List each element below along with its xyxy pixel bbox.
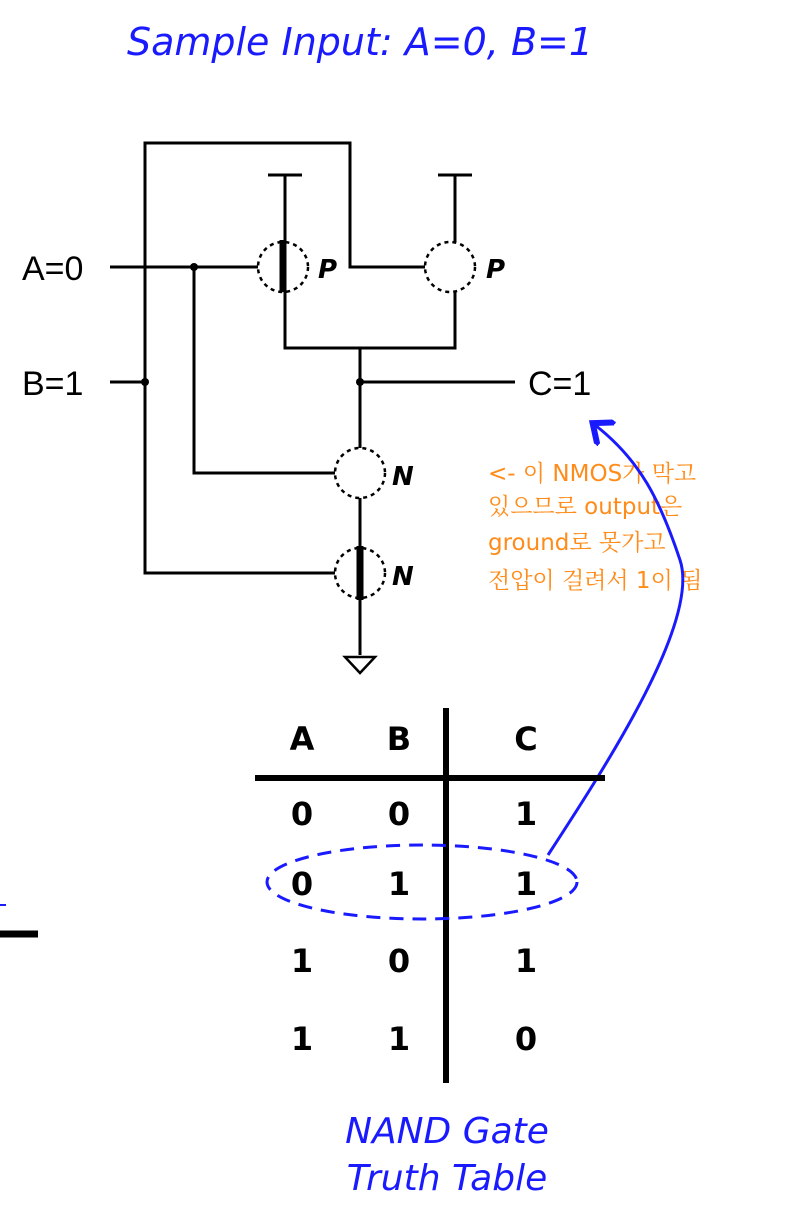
input-a-label: A=0 — [22, 250, 84, 288]
table-header-a: A — [289, 720, 315, 758]
nmos-transistor-1 — [335, 448, 385, 498]
annotation-line-4: 전압이 걸려서 1이 됨 — [488, 568, 703, 594]
nmos-label-1: N — [392, 462, 414, 492]
nmos-transistor-2 — [335, 546, 385, 600]
table-cell: 1 — [514, 865, 538, 903]
table-cell: 0 — [290, 795, 314, 833]
ground-icon — [345, 657, 375, 673]
table-row — [291, 795, 537, 833]
highlight-arrow — [548, 425, 683, 855]
table-cell: 0 — [290, 865, 314, 903]
input-b-label: B=1 — [22, 365, 84, 403]
table-header-b: B — [386, 720, 412, 758]
page-title: Sample Input: A=0, B=1 — [126, 20, 594, 64]
table-cell: 1 — [387, 1020, 411, 1058]
pmos-transistor-2 — [425, 242, 475, 292]
table-row — [291, 865, 537, 903]
output-c-label: C=1 — [528, 365, 592, 403]
table-cell: 1 — [514, 795, 538, 833]
table-cell: 1 — [514, 942, 538, 980]
annotation-line-1: <- 이 NMOS가 막고 — [488, 461, 697, 487]
table-caption-line-1: NAND Gate — [345, 1111, 549, 1152]
table-header-c: C — [514, 720, 538, 758]
table-caption-line-2: Truth Table — [346, 1158, 548, 1199]
table-cell: 0 — [387, 942, 411, 980]
table-cell: 1 — [290, 1020, 314, 1058]
annotation-line-3: ground로 못가고 — [488, 530, 666, 556]
circuit-wires — [110, 143, 515, 655]
nmos-label-2: N — [392, 562, 414, 592]
table-row — [291, 942, 537, 980]
pmos-label-1: P — [318, 255, 338, 285]
table-cell: 0 — [514, 1020, 538, 1058]
annotation-note — [488, 461, 702, 594]
table-row — [291, 1020, 537, 1058]
table-cell: 0 — [387, 795, 411, 833]
table-cell: 1 — [290, 942, 314, 980]
table-cell: 1 — [387, 865, 411, 903]
pmos-transistor-1 — [258, 240, 308, 292]
annotation-line-2: 있으므로 output은 — [488, 494, 683, 520]
pmos-label-2: P — [486, 255, 506, 285]
